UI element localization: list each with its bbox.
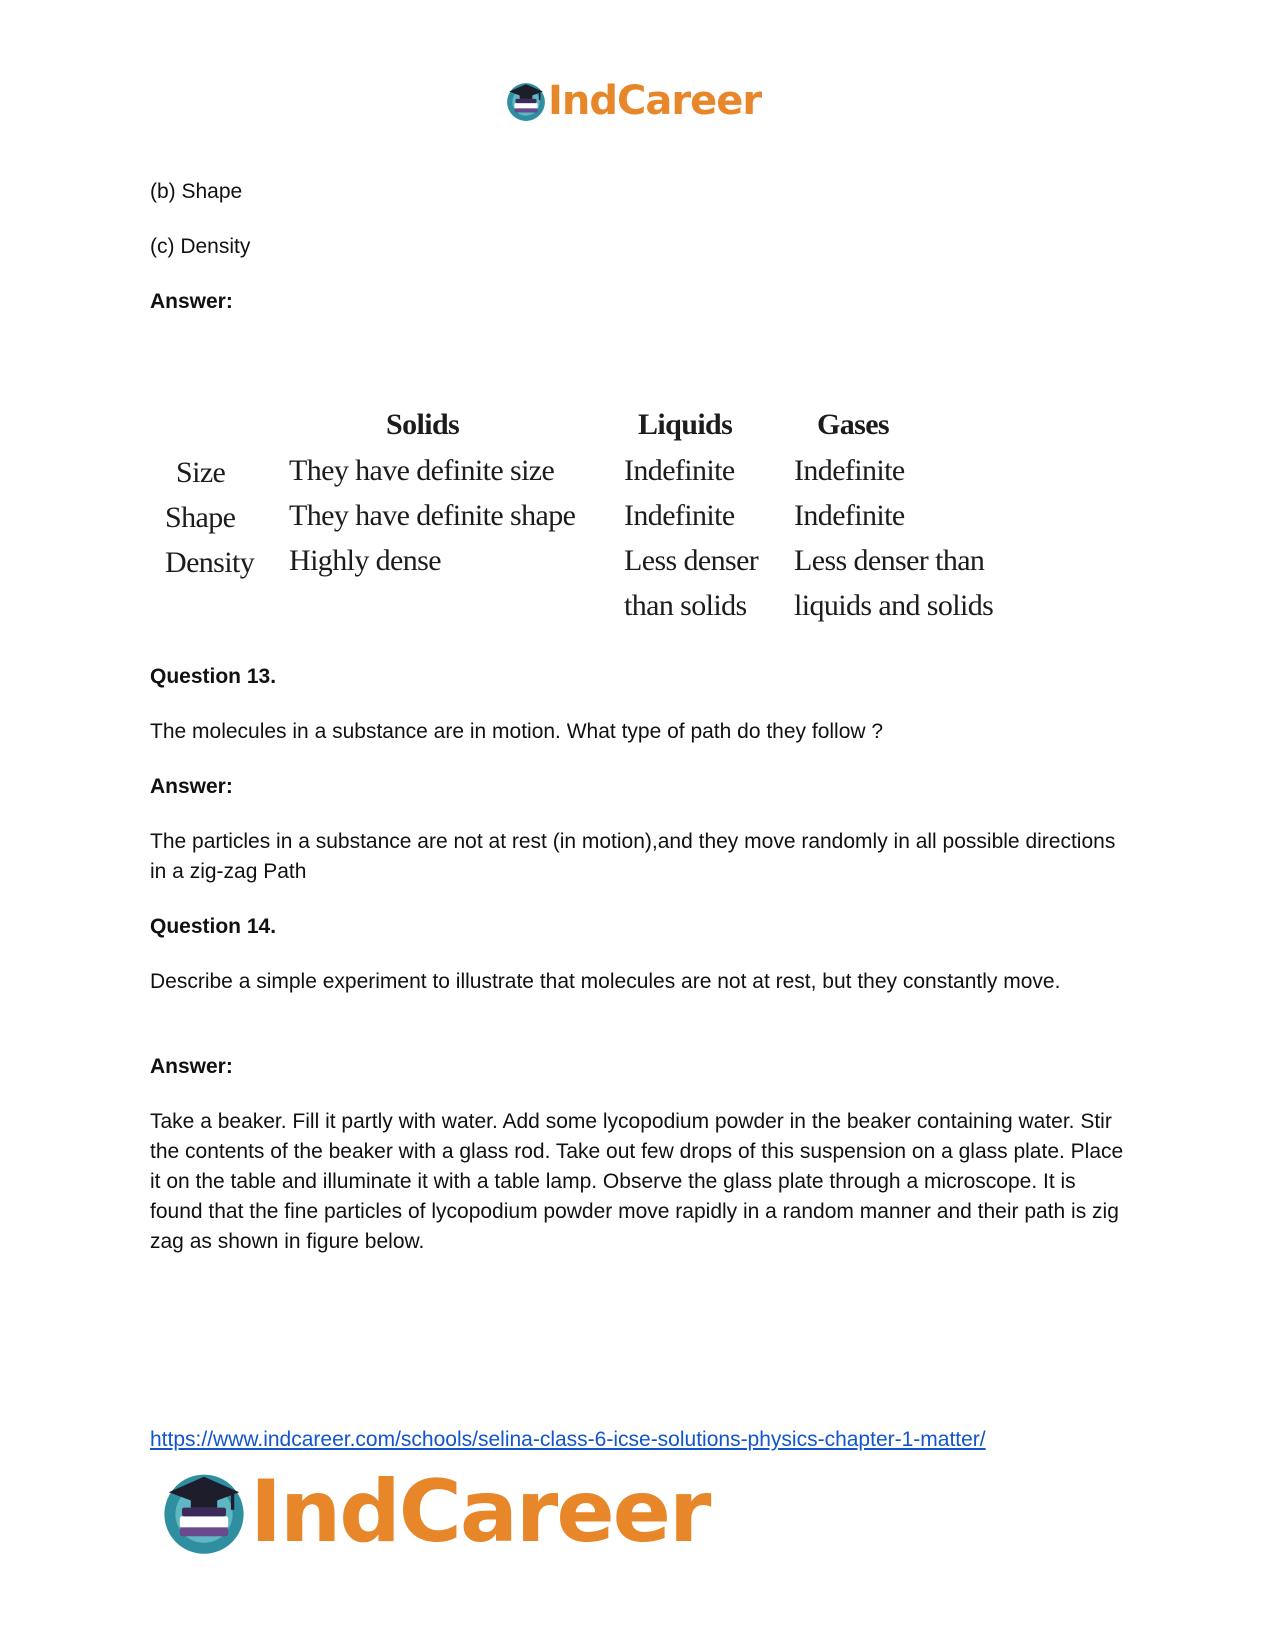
header-logo-text: IndCareer — [548, 78, 762, 124]
table-row-label-size: Size — [176, 456, 226, 489]
footer-logo-text: IndCareer — [250, 1462, 710, 1562]
table-cell-density-gases-line2: liquids and solids — [794, 589, 994, 622]
table-cell-size-solids: They have definite size — [289, 454, 555, 487]
table-cell-density-liquids-line2: than solids — [624, 589, 747, 622]
table-cell-density-liquids-line1: Less denser — [624, 544, 759, 577]
question-13-answer-label: Answer: — [150, 775, 233, 798]
graduation-book-icon — [505, 80, 547, 122]
item-c-density: (c) Density — [150, 235, 251, 258]
answer-label: Answer: — [150, 290, 233, 313]
table-cell-density-solids: Highly dense — [289, 544, 441, 577]
item-b-shape: (b) Shape — [150, 180, 243, 203]
graduation-book-icon — [160, 1468, 248, 1556]
table-cell-density-gases-line1: Less denser than — [794, 544, 985, 577]
table-row-label-shape: Shape — [165, 501, 236, 534]
table-header-gases: Gases — [817, 408, 890, 441]
table-header-liquids: Liquids — [638, 408, 733, 441]
question-14-title: Question 14. — [150, 915, 277, 938]
table-cell-shape-solids: They have definite shape — [289, 499, 576, 532]
table-cell-size-gases: Indefinite — [794, 454, 905, 487]
question-14-answer-label: Answer: — [150, 1055, 233, 1078]
question-13-answer: The particles in a substance are not at rest (in motion),and they move randomly in all possible directions in a zig-zag Path — [150, 830, 1116, 883]
question-13-text: The molecules in a substance are in motion. What type of path do they follow ? — [150, 720, 884, 743]
table-row-label-density: Density — [165, 546, 255, 579]
question-13-title: Question 13. — [150, 665, 277, 688]
question-14-answer: Take a beaker. Fill it partly with water. Add some lycopodium powder in the beaker containing water. Stir the contents of the beaker with a glass rod. Take out few drops of this suspension on a glass plate. Place it on the table and illuminate it with a table lamp. Observe the glass plate through a microscope. It is found that the fine particles of lycopodium powder move rapidly in a random manner and their path is zig zag as shown in figure below. — [150, 1110, 1124, 1253]
table-header-solids: Solids — [386, 408, 460, 441]
source-link[interactable]: https://www.indcareer.com/schools/selina-class-6-icse-solutions-physics-chapter-1-matter/ — [150, 1428, 986, 1451]
table-cell-size-liquids: Indefinite — [624, 454, 735, 487]
question-14-text: Describe a simple experiment to illustrate that molecules are not at rest, but they constantly move. — [150, 970, 1061, 993]
footer-logo — [160, 1462, 710, 1562]
table-cell-shape-liquids: Indefinite — [624, 499, 735, 532]
table-cell-shape-gases: Indefinite — [794, 499, 905, 532]
header-logo — [505, 80, 761, 122]
